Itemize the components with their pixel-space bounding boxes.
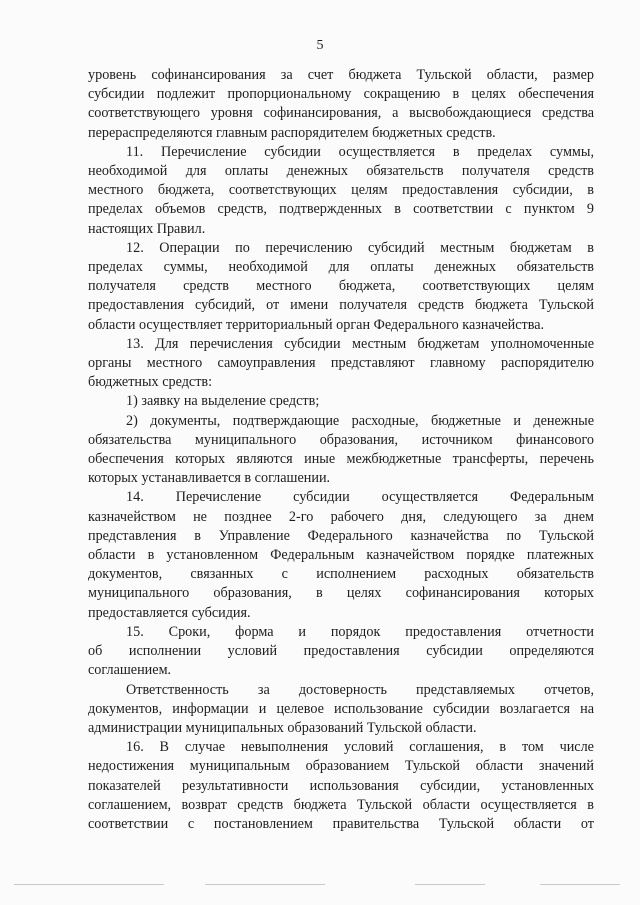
text-line: показателей результативности использования субсидии, установленных bbox=[88, 777, 594, 794]
text-line: администрации муниципальных образований Тульской области. bbox=[88, 719, 477, 736]
text-line: бюджетных средств: bbox=[88, 374, 213, 391]
text-line: недостижения муниципальным образованием Тульской области значений bbox=[88, 758, 594, 775]
text-line: казначейством не позднее 2-го рабочего дня, следующего за днем bbox=[88, 508, 594, 525]
text-line: пределах суммы, необходимой для оплаты денежных обязательств bbox=[88, 259, 594, 276]
text-line: которых устанавливается в соглашении. bbox=[88, 470, 331, 487]
text-line: соответствующего уровня софинансирования, а высвобождающиеся средства bbox=[88, 105, 594, 122]
text-line: пределах объемов средств, подтвержденных в соответствии с пунктом 9 bbox=[88, 201, 594, 218]
text-line: перераспределяются главным распорядителем бюджетных средств. bbox=[88, 124, 496, 141]
text-line: соответствии с постановлением правительства Тульской области от bbox=[88, 815, 594, 832]
text-line: получателя средств местного бюджета, соответствующих целям bbox=[88, 278, 594, 295]
document-body bbox=[88, 66, 594, 834]
text-line: соглашением, возврат средств бюджета Тульской области осуществляется в bbox=[88, 796, 594, 813]
text-line: документов, связанных с исполнением расходных обязательств bbox=[88, 566, 594, 583]
text-line: 13. Для перечисления субсидии местным бюджетам уполномоченные bbox=[126, 335, 594, 352]
text-line: 15. Сроки, форма и порядок предоставления отчетности bbox=[126, 623, 594, 640]
text-line: 12. Операции по перечислению субсидий местным бюджетам в bbox=[126, 239, 594, 256]
scan-artifact-line bbox=[0, 884, 640, 894]
text-line: представления в Управление Федерального казначейства по Тульской bbox=[88, 527, 594, 544]
text-line: муниципального образования, в целях софинансирования которых bbox=[88, 585, 594, 602]
text-line: обязательства муниципального образования, источником финансового bbox=[88, 431, 594, 448]
text-line: Ответственность за достоверность представляемых отчетов, bbox=[126, 681, 594, 698]
text-line: 16. В случае невыполнения условий соглашения, в том числе bbox=[126, 739, 594, 756]
text-line: местного бюджета, соответствующих целям предоставления субсидии, в bbox=[88, 182, 594, 199]
text-line: настоящих Правил. bbox=[88, 220, 206, 237]
text-line: 11. Перечисление субсидии осуществляется в пределах суммы, bbox=[126, 143, 594, 160]
text-line: соглашением. bbox=[88, 662, 172, 679]
text-line: субсидии подлежит пропорциональному сокращению в целях обеспечения bbox=[88, 86, 594, 103]
text-line: области в установленном Федеральным казначейством порядке платежных bbox=[88, 547, 594, 564]
page-number: 5 bbox=[316, 38, 324, 53]
text-line: необходимой для оплаты денежных обязательств получателя средств bbox=[88, 163, 594, 180]
text-line: области осуществляет территориальный орган Федерального казначейства. bbox=[88, 316, 545, 333]
text-line: уровень софинансирования за счет бюджета Тульской области, размер bbox=[88, 67, 594, 83]
text-line: 1) заявку на выделение средств; bbox=[126, 393, 320, 410]
text-line: об исполнении условий предоставления субсидии определяются bbox=[88, 643, 594, 660]
text-line: документов, информации и целевое использование субсидии возлагается на bbox=[88, 700, 594, 717]
text-line: органы местного самоуправления представляют главному распорядителю bbox=[88, 355, 594, 372]
text-line: 2) документы, подтверждающие расходные, бюджетные и денежные bbox=[126, 412, 594, 429]
text-line: обеспечения которых являются иные межбюджетные трансферты, перечень bbox=[88, 451, 594, 468]
text-line: 14. Перечисление субсидии осуществляется Федеральным bbox=[126, 489, 594, 506]
text-line: предоставления субсидий, от имени получателя средств бюджета Тульской bbox=[88, 297, 594, 314]
text-line: предоставляется субсидия. bbox=[88, 604, 251, 621]
